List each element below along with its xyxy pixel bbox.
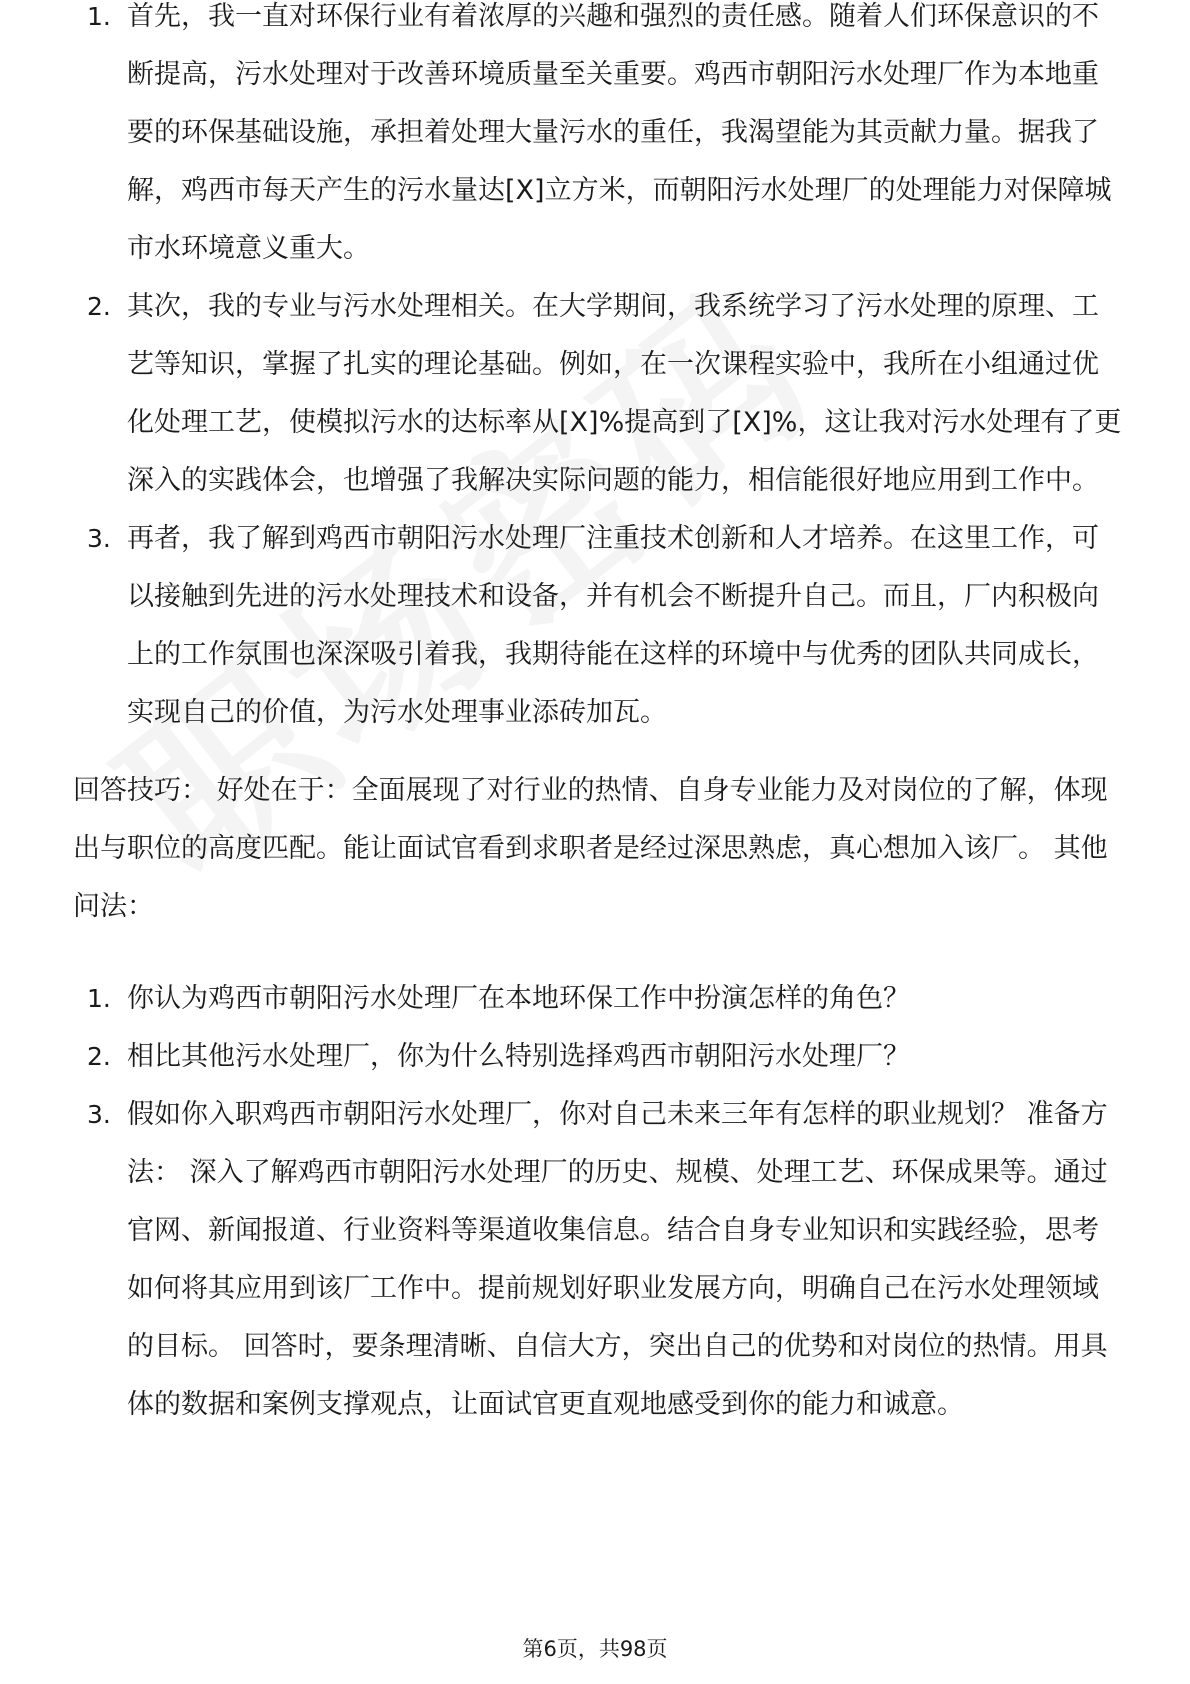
page-content — [73, 1, 1125, 1434]
answer-list — [73, 0, 1125, 742]
list-number: 3. — [87, 524, 111, 553]
list-item — [73, 1086, 1125, 1434]
list-number: 2. — [87, 1042, 111, 1071]
page-footer: 第6页，共98页 — [522, 1637, 668, 1661]
list-item-text: 相比其他污水处理厂，你为什么特别选择鸡西市朝阳污水处理厂？ — [127, 1041, 910, 1072]
list-number: 1. — [87, 984, 111, 1013]
list-number: 1. — [87, 2, 111, 31]
answer-tip-paragraph: 回答技巧： 好处在于：全面展现了对行业的热情、自身专业能力及对岗位的了解，体现出与职位的高度匹配。能让面试官看到求职者是经过深思熟虑，真心想加入该厂。 其他问法： — [73, 775, 1108, 922]
list-item — [73, 278, 1125, 510]
list-item — [73, 970, 1125, 1028]
list-item-text: 假如你入职鸡西市朝阳污水处理厂，你对自己未来三年有怎样的职业规划？ 准备方法： 深入了解鸡西市朝阳污水处理厂的历史、规模、处理工艺、环保成果等。通过官网、新闻报道、行业资料等渠道收集信息。结合自身专业知识和实践经验，思考如何将其应用到该厂工作中。提前规划好职业发展方向，明确自己在污水处理领域的目标。 回答时，要条理清晰、自信大方，突出自己的优势和对岗位的热情。用具体的数据和案例支撑观点，让面试官更直观地感受到你的能力和诚意。 — [127, 1099, 1108, 1420]
list-item — [73, 510, 1125, 742]
list-item-text: 其次，我的专业与污水处理相关。在大学期间，我系统学习了污水处理的原理、工艺等知识，掌握了扎实的理论基础。例如，在一次课程实验中，我所在小组通过优化处理工艺，使模拟污水的达标率从[X]%提高到了[X]%，这让我对污水处理有了更深入的实践体会，也增强了我解决实际问题的能力，相信能很好地应用到工作中。 — [127, 291, 1122, 496]
list-item — [73, 0, 1125, 278]
list-item-text: 你认为鸡西市朝阳污水处理厂在本地环保工作中扮演怎样的角色？ — [127, 983, 910, 1014]
list-item-text: 首先，我一直对环保行业有着浓厚的兴趣和强烈的责任感。随着人们环保意识的不断提高，污水处理对于改善环境质量至关重要。鸡西市朝阳污水处理厂作为本地重要的环保基础设施，承担着处理大量污水的重任，我渴望能为其贡献力量。据我了解，鸡西市每天产生的污水量达[X]立方米，而朝阳污水处理厂的处理能力对保障城市水环境意义重大。 — [127, 1, 1112, 264]
list-number: 3. — [87, 1100, 111, 1129]
list-number: 2. — [87, 292, 111, 321]
list-item — [73, 1028, 1125, 1086]
other-questions-list — [73, 970, 1125, 1434]
list-item-text: 再者，我了解到鸡西市朝阳污水处理厂注重技术创新和人才培养。在这里工作，可以接触到先进的污水处理技术和设备，并有机会不断提升自己。而且，厂内积极向上的工作氛围也深深吸引着我，我期待能在这样的环境中与优秀的团队共同成长，实现自己的价值，为污水处理事业添砖加瓦。 — [127, 523, 1099, 728]
